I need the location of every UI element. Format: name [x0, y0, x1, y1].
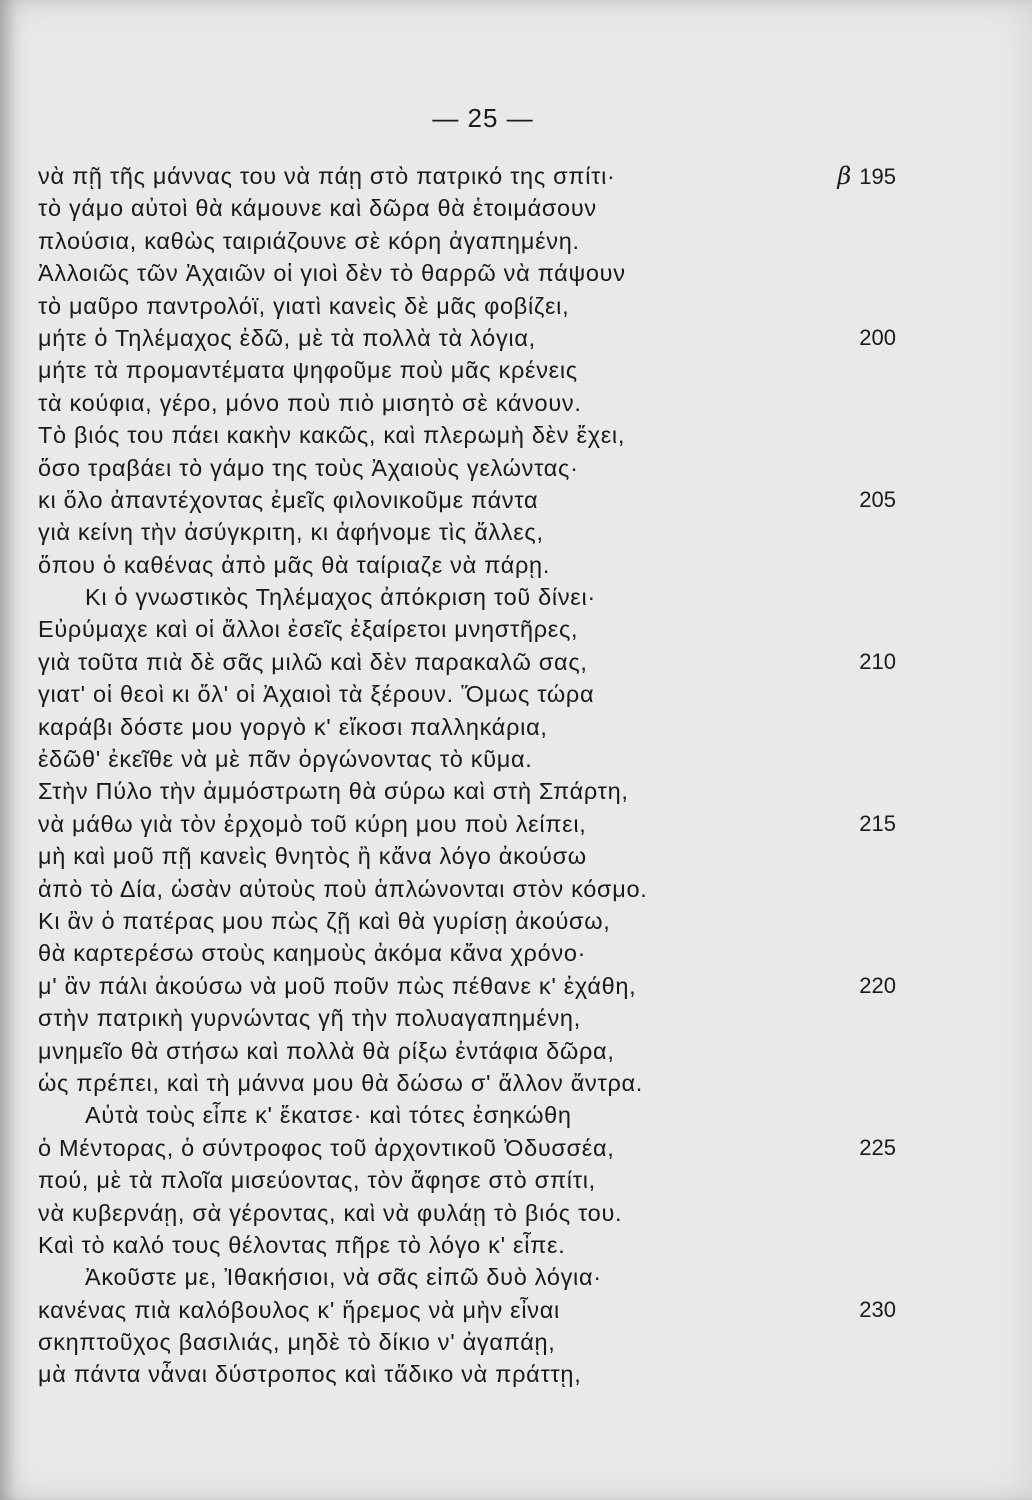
verse-text: τὸ μαῦρο παντρολόϊ, γιατὶ κανεὶς δὲ μᾶς φοβίζει, [38, 292, 570, 319]
verse-text: νὰ κυβερνάῃ, σὰ γέροντας, καὶ νὰ φυλάῃ τὸ βιός του. [38, 1199, 623, 1226]
verse-line [38, 257, 918, 289]
verse-line [38, 549, 918, 581]
verse-text: πού, μὲ τὰ πλοῖα μισεύοντας, τὸν ἄφησε στὸ σπίτι, [38, 1167, 596, 1194]
verse-text: μήτε ὁ Τηλέμαχος ἐδῶ, μὲ τὰ πολλὰ τὰ λόγια, [38, 324, 536, 351]
line-number-value: 220 [859, 972, 896, 998]
verse-text: νὰ πῇ τῆς μάννας του νὰ πάῃ στὸ πατρικό της σπίτι· [38, 163, 616, 189]
line-number-value: 205 [859, 486, 896, 512]
verse-line [38, 1035, 918, 1067]
verse-line [38, 678, 918, 710]
verse-text: τὰ κούφια, γέρο, μόνο ποὺ πιὸ μισητὸ σὲ κάνουν. [38, 389, 582, 416]
verse-line [38, 1002, 918, 1034]
verse-text: σκηπτοῦχος βασιλιάς, μηδὲ τὸ δίκιο ν' ἀγαπάῃ, [38, 1329, 556, 1356]
verse-line [38, 1358, 918, 1390]
verse-text: μὰ πάντα νἆναι δύστροπος καὶ τἄδικο νὰ πράττῃ, [38, 1361, 582, 1388]
verse-text: τὸ γάμο αὐτοὶ θὰ κάμουνε καὶ δῶρα θὰ ἑτοιμάσουν [38, 195, 597, 222]
verse-text: γιὰ κείνη τὴν ἀσύγκριτη, κι ἀφήνομε τὶς ἄλλες, [38, 519, 544, 546]
verse-text: μὴ καὶ μοῦ πῇ κανεὶς θνητὸς ἢ κἄνα λόγο ἀκούσω [38, 843, 587, 870]
page-number: — 25 — [432, 103, 534, 133]
verse-line [38, 290, 918, 322]
verse-line [38, 937, 918, 969]
verse-text: Στὴν Πύλο τὴν ἀμμόστρωτη θὰ σύρω καὶ στὴ Σπάρτη, [38, 778, 629, 805]
verse-block [38, 160, 918, 1391]
verse-text: πλούσια, καθὼς ταιριάζουνε σὲ κόρη ἀγαπημένη. [38, 227, 580, 254]
verse-line [38, 808, 918, 840]
line-number [859, 484, 896, 516]
verse-text: θὰ καρτερέσω στοὺς καημοὺς ἀκόμα κἄνα χρόνο· [38, 940, 587, 967]
verse-text: Κι ὁ γνωστικὸς Τηλέμαχος ἀπόκριση τοῦ δίνει· [85, 584, 596, 611]
verse-text: Ἀλλοιῶς τῶν Ἀχαιῶν οἱ γιοὶ δὲν τὸ θαρρῶ νὰ πάψουν [38, 260, 626, 287]
verse-line [38, 484, 918, 516]
verse-line [38, 1067, 918, 1099]
verse-line [38, 192, 918, 224]
verse-line [38, 1197, 918, 1229]
verse-text: καράβι δόστε μου γοργὸ κ' εἴκοσι παλληκάρια, [38, 713, 548, 740]
verse-line [38, 452, 918, 484]
verse-text: μ' ἂν πάλι ἀκούσω νὰ μοῦ ποῦν πὼς πέθανε κ' ἐχάθη, [38, 972, 637, 999]
verse-line [38, 225, 918, 257]
verse-line [38, 711, 918, 743]
verse-text: ὅσο τραβάει τὸ γάμο της τοὺς Ἀχαιοὺς γελώντας· [38, 454, 579, 481]
verse-line [38, 354, 918, 386]
verse-line [38, 581, 918, 613]
verse-text: ὅπου ὁ καθένας ἀπὸ μᾶς θὰ ταίριαζε νὰ πάρῃ. [38, 551, 551, 578]
verse-text: στὴν πατρικὴ γυρνώντας γῆ τὴν πολυαγαπημένη, [38, 1005, 581, 1032]
line-number [859, 970, 896, 1002]
line-number [859, 808, 896, 840]
verse-text: Κι ἂν ὁ πατέρας μου πὼς ζῇ καὶ θὰ γυρίσῃ ἀκούσω, [38, 907, 611, 934]
line-number [837, 160, 896, 193]
verse-line [38, 1164, 918, 1196]
verse-text: Ἀκοῦστε με, Ἰθακήσιοι, νὰ σᾶς εἰπῶ δυὸ λόγια· [85, 1264, 602, 1291]
line-number [859, 646, 896, 678]
verse-line [38, 1294, 918, 1326]
verse-text: μήτε τὰ προμαντέματα ψηφοῦμε ποὺ μᾶς κρένεις [38, 357, 578, 384]
verse-text: ἀπὸ τὸ Δία, ὡσὰν αὐτοὺς ποὺ ἁπλώνονται στὸν κόσμο. [38, 875, 648, 902]
verse-line [38, 1099, 918, 1131]
verse-text: γιατ' οἱ θεοὶ κι ὅλ' οἱ Ἀχαιοὶ τὰ ξέρουν. Ὅμως τώρα [38, 681, 595, 708]
verse-line [38, 970, 918, 1002]
verse-text: μνημεῖο θὰ στήσω καὶ πολλὰ θὰ ρίξω ἐντάφια δῶρα, [38, 1037, 615, 1064]
line-number [859, 1294, 896, 1326]
line-number-value: 230 [859, 1296, 896, 1322]
verse-text: γιὰ τοῦτα πιὰ δὲ σᾶς μιλῶ καὶ δὲν παρακαλῶ σας, [38, 648, 588, 675]
verse-line [38, 516, 918, 548]
verse-line [38, 1261, 918, 1293]
line-number-value: 215 [859, 810, 896, 836]
verse-line [38, 873, 918, 905]
verse-line [38, 160, 918, 192]
line-number-value: 200 [859, 324, 896, 350]
verse-line [38, 743, 918, 775]
verse-text: Εὐρύμαχε καὶ οἱ ἄλλοι ἐσεῖς ἐξαίρετοι μνηστῆρες, [38, 616, 579, 643]
verse-text: κανένας πιὰ καλόβουλος κ' ἥρεμος νὰ μὴν εἶναι [38, 1296, 560, 1323]
verse-text: Αὐτὰ τοὺς εἶπε κ' ἔκατσε· καὶ τότες ἐσηκώθη [85, 1102, 572, 1129]
line-number [859, 1132, 896, 1164]
line-number-value: 210 [859, 648, 896, 674]
verse-line [38, 1229, 918, 1261]
verse-line [38, 646, 918, 678]
verse-line [38, 905, 918, 937]
verse-line [38, 840, 918, 872]
verse-text: ὁ Μέντορας, ὁ σύντροφος τοῦ ἀρχοντικοῦ Ὀδυσσέα, [38, 1134, 615, 1161]
verse-text: ἐδῶθ' ἐκεῖθε νὰ μὲ πᾶν ὀργώνοντας τὸ κῦμα. [38, 746, 533, 773]
line-number-value: 195 [859, 164, 896, 189]
verse-line [38, 1326, 918, 1358]
verse-line [38, 613, 918, 645]
book-marker: β [837, 162, 852, 190]
line-number [859, 322, 896, 354]
verse-line [38, 387, 918, 419]
verse-line [38, 1132, 918, 1164]
verse-text: Τὸ βιός του πάει κακὴν κακῶς, καὶ πλερωμὴ δὲν ἔχει, [38, 422, 626, 449]
verse-text: νὰ μάθω γιὰ τὸν ἐρχομὸ τοῦ κύρη μου ποὺ λείπει, [38, 810, 587, 837]
verse-text: ὡς πρέπει, καὶ τὴ μάννα μου θὰ δώσω σ' ἄλλον ἄντρα. [38, 1069, 644, 1096]
verse-line [38, 775, 918, 807]
verse-text: Καὶ τὸ καλό τους θέλοντας πῆρε τὸ λόγο κ' εἶπε. [38, 1231, 566, 1258]
line-number-value: 225 [859, 1134, 896, 1160]
verse-text: κι ὅλο ἀπαντέχοντας ἐμεῖς φιλονικοῦμε πάντα [38, 486, 539, 513]
verse-line [38, 419, 918, 451]
verse-line [38, 322, 918, 354]
